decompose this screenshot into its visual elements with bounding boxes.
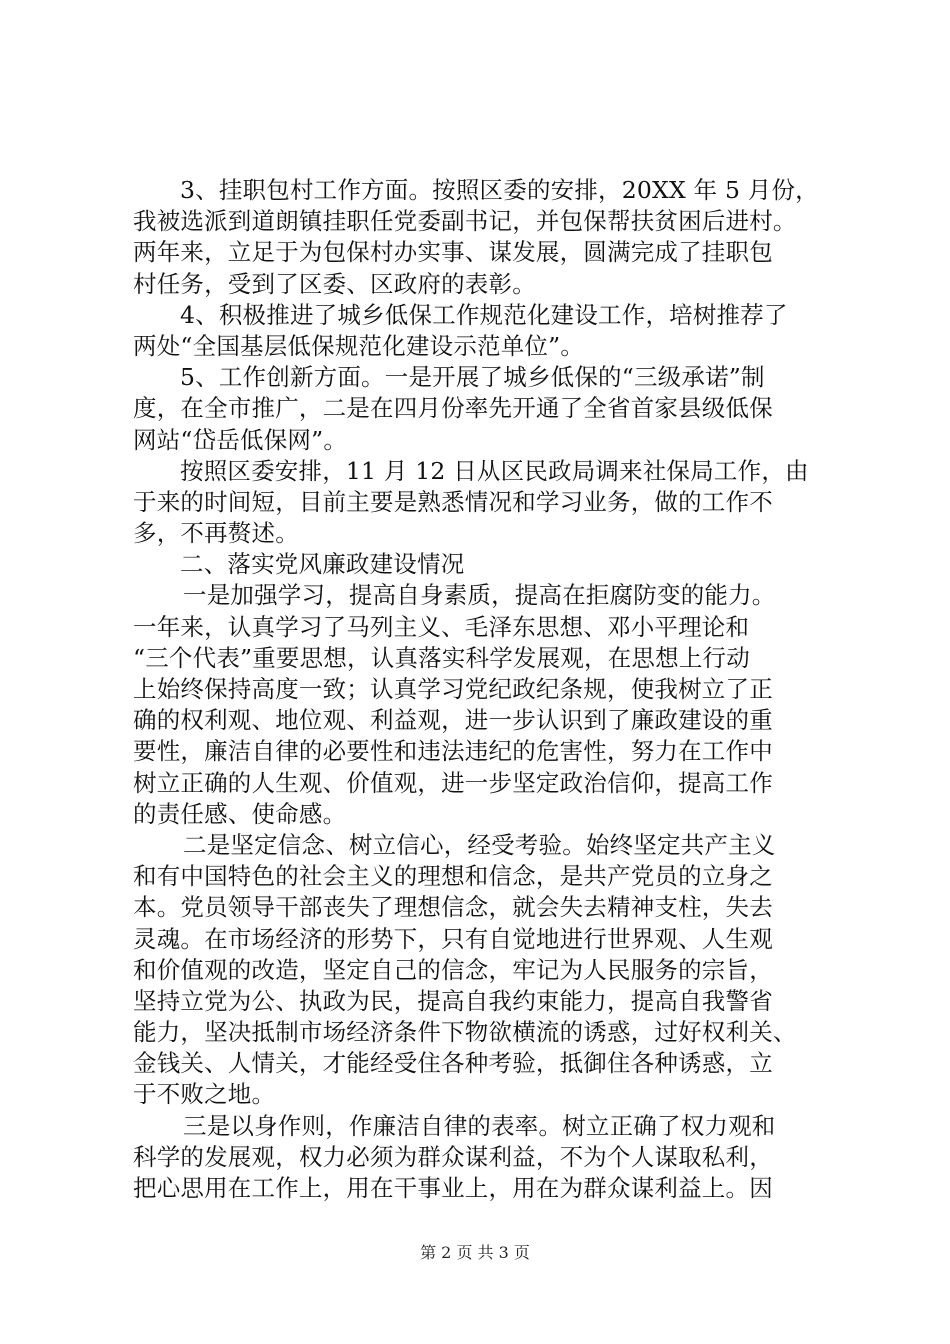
text-line: 于不败之地。 [133,1080,276,1109]
page-footer: 第 2 页 共 3 页 [420,1243,530,1262]
text-line: 科学的发展观，权力必须为群众谋利益，不为个人谋取私利， [133,1142,773,1171]
text-line: 本。党员领导干部丧失了理想信念，就会失去精神支柱，失去 [133,893,773,922]
text-line: 上始终保持高度一致；认真学习党纪政纪条规，使我树立了正 [133,675,773,703]
text-line: 3、挂职包村工作方面。按照区委的安排，20XX 年 5 月份， [180,176,819,204]
text-line: 坚持立党为公、执政为民，提高自我约束能力，提高自我警省 [133,986,773,1015]
text-line: 我被选派到道朗镇挂职任党委副书记，并包保帮扶贫困后进村。 [133,207,797,236]
text-line: 两处“全国基层低保规范化建设示范单位”。 [133,331,585,360]
text-line: 把心思用在工作上，用在干事业上，用在为群众谋利益上。因 [133,1174,773,1202]
text-line: 和价值观的改造，坚定自己的信念，牢记为人民服务的宗旨， [133,955,773,984]
text-line: 的责任感、使命感。 [133,799,347,828]
document-body [133,175,833,1204]
text-line: 三是以身作则，作廉洁自律的表率。树立正确了权力观和 [183,1111,776,1140]
text-line: 两年来，立足于为包保村办实事、谋发展，圆满完成了挂职包 [133,238,773,267]
text-line: 一是加强学习，提高自身素质，提高在拒腐防变的能力。 [183,581,776,610]
text-line: 4、积极推进了城乡低保工作规范化建设工作，培树推荐了 [180,300,788,329]
section-heading: 二、落实党风廉政建设情况 [180,550,465,579]
text-line: 和有中国特色的社会主义的理想和信念，是共产党员的立身之 [133,862,773,891]
text-line: 按照区委安排，11 月 12 日从区民政局调来社保局工作，由 [180,456,809,485]
text-line: 村任务，受到了区委、区政府的表彰。 [133,269,536,298]
text-line: 要性，廉洁自律的必要性和违法违纪的危害性，努力在工作中 [133,737,773,766]
text-line: 二是坚定信念、树立信心，经受考验。始终坚定共产主义 [183,830,776,859]
text-line: 度，在全市推广，二是在四月份率先开通了全省首家县级低保 [133,394,773,423]
text-line: 树立正确的人生观、价值观，进一步坚定政治信仰，提高工作 [133,768,773,797]
text-line: 灵魂。在市场经济的形势下，只有自觉地进行世界观、人生观 [133,924,773,953]
text-line: “三个代表”重要思想，认真落实科学发展观，在思想上行动 [133,643,750,672]
text-line: 于来的时间短，目前主要是熟悉情况和学习业务，做的工作不 [133,487,773,516]
text-line: 网站“岱岳低保网”。 [133,425,348,454]
text-line: 一年来，认真学习了马列主义、毛泽东思想、邓小平理论和 [133,612,750,641]
text-line: 能力，坚决抵制市场经济条件下物欲横流的诱惑，过好权利关、 [133,1018,797,1047]
text-line: 多，不再赘述。 [133,519,299,548]
text-line: 5、工作创新方面。一是开展了城乡低保的“三级承诺”制 [180,363,765,392]
text-line: 确的权利观、地位观、利益观，进一步认识到了廉政建设的重 [133,706,773,735]
text-line: 金钱关、人情关，才能经受住各种考验，抵御住各种诱惑，立 [133,1049,773,1078]
